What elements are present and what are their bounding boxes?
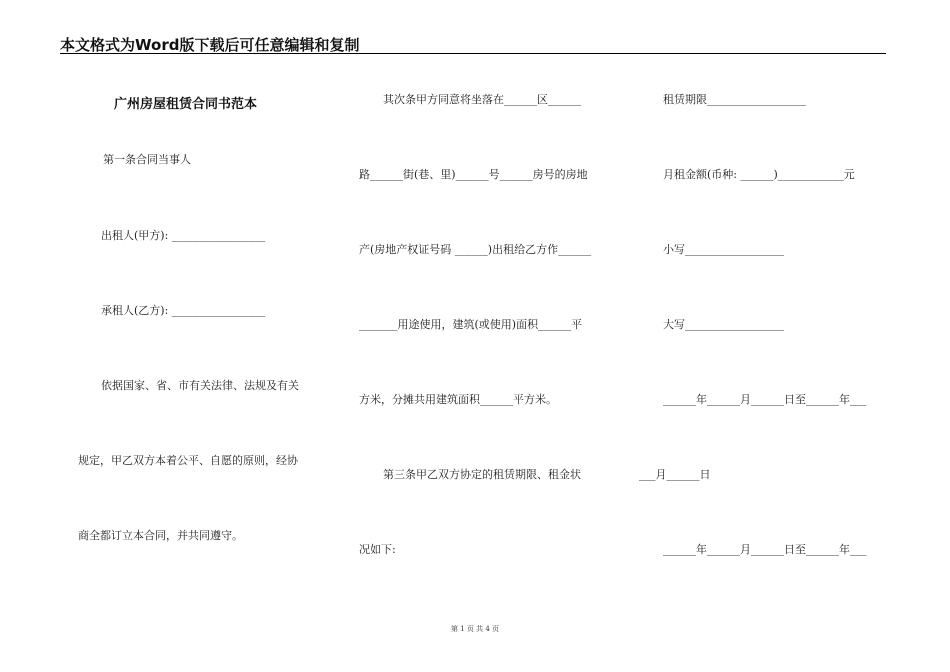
lessor-line: 出租人(甲方): _________________ bbox=[101, 229, 266, 242]
date-range-line: ______年______月______日至______年___ bbox=[663, 543, 867, 556]
amount-lowercase-line: 小写__________________ bbox=[663, 243, 784, 256]
clause-2-line: 其次条甲方同意将坐落在______区______ bbox=[383, 93, 581, 106]
clause-3-heading: 第三条甲乙双方协定的租赁期限、租金状 bbox=[383, 468, 581, 481]
body-text-line: 商全都订立本合同，并共同遵守。 bbox=[78, 529, 243, 542]
clause-3-line: 况如下: bbox=[359, 543, 396, 556]
lease-term-line: 租赁期限__________________ bbox=[663, 93, 806, 106]
lessee-line: 承租人(乙方): _________________ bbox=[101, 304, 266, 317]
page-number: 第 1 页 共 4 页 bbox=[450, 625, 500, 633]
clause-2-line: 路______街(巷、里)______号______房号的房地 bbox=[359, 168, 588, 181]
date-range-line: ___月______日 bbox=[639, 468, 711, 481]
body-text-line: 规定，甲乙双方本着公平、自愿的原则，经协 bbox=[78, 454, 298, 467]
clause-2-line: 产(房地产权证号码 ______)出租给乙方作______ bbox=[359, 243, 592, 256]
body-text-line: 依据国家、省、市有关法律、法规及有关 bbox=[101, 379, 299, 392]
clause-2-line: 方米，分摊共用建筑面积______平方米。 bbox=[359, 393, 557, 406]
header-title: 本文格式为Word版下载后可任意编辑和复制 bbox=[60, 36, 360, 54]
clause-1-heading: 第一条合同当事人 bbox=[103, 153, 191, 166]
amount-uppercase-line: 大写__________________ bbox=[663, 318, 784, 331]
document-title: 广州房屋租赁合同书范本 bbox=[114, 97, 258, 112]
clause-2-line: _______用途使用，建筑(或使用)面积______平 bbox=[359, 318, 583, 331]
monthly-rent-line: 月租金额(币种: ______)____________元 bbox=[663, 168, 855, 181]
header-divider bbox=[60, 53, 886, 54]
date-range-line: ______年______月______日至______年___ bbox=[663, 393, 867, 406]
